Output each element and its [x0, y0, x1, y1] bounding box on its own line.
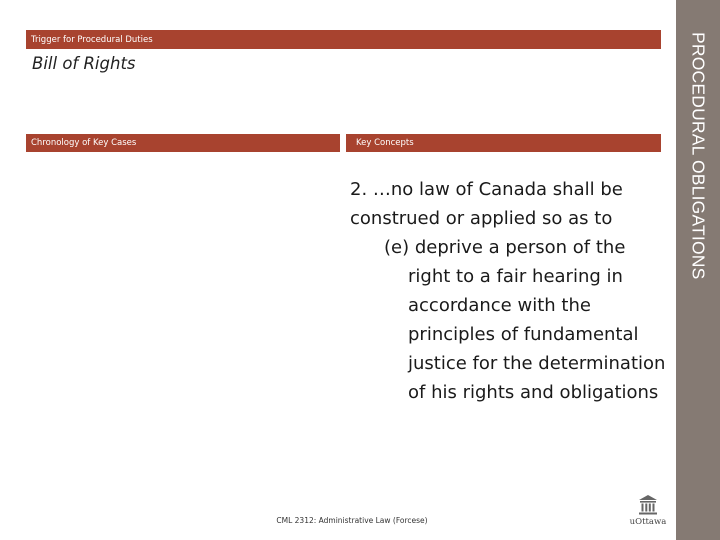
- left-column-header: [26, 134, 340, 152]
- slide-title: Bill of Rights: [32, 54, 136, 73]
- body-paragraph-2: (e) deprive a person of the right to a fair hearing in accordance with the principles of fundamental justice for the determination of his rights and obligations: [384, 237, 666, 403]
- key-concepts-body: [350, 175, 672, 407]
- side-title: [676, 0, 720, 540]
- footer: [0, 516, 676, 525]
- right-column-header-label: Key Concepts: [356, 138, 414, 148]
- university-logo: [624, 494, 672, 534]
- header-bar-label: Trigger for Procedural Duties: [31, 34, 153, 45]
- left-column-header-label: Chronology of Key Cases: [31, 138, 137, 148]
- footer-text: CML 2312: Administrative Law (Forcese): [276, 516, 428, 525]
- side-title-text: PROCEDURAL OBLIGATIONS: [688, 32, 709, 280]
- logo-text: uOttawa: [629, 517, 667, 527]
- right-column-header: [346, 134, 661, 152]
- body-paragraph-1: 2. …no law of Canada shall be construed or applied so as to: [350, 179, 623, 229]
- university-building-icon: [638, 494, 658, 516]
- header-bar: [26, 30, 661, 49]
